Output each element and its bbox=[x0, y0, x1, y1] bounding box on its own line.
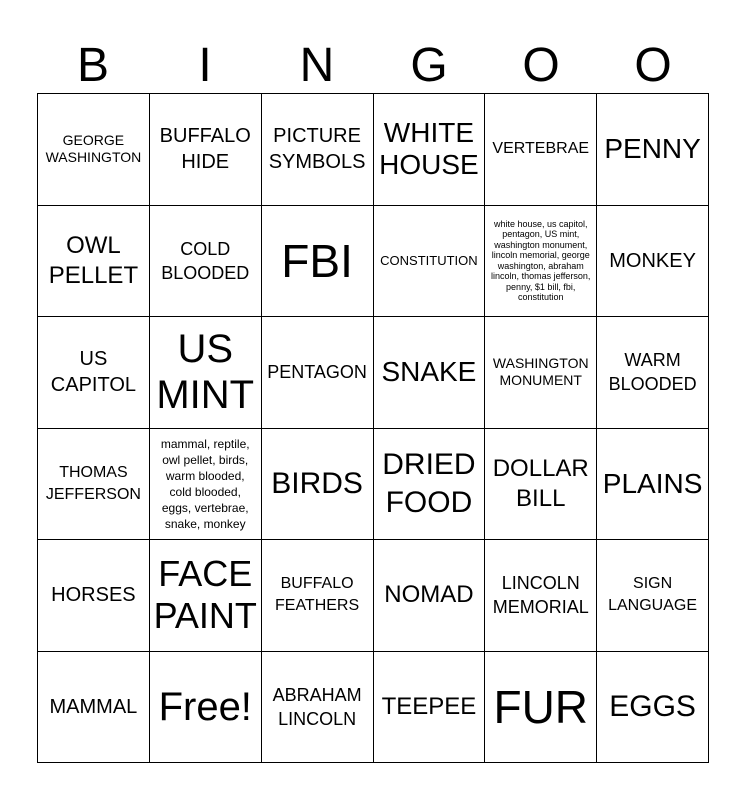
cell-text: FUR bbox=[493, 680, 589, 733]
bingo-cell[interactable] bbox=[262, 206, 374, 318]
bingo-cell[interactable] bbox=[262, 429, 374, 541]
cell-text: SIGN LANGUAGE bbox=[608, 575, 698, 615]
cell-text: white house, us capitol, pentagon, US mint, washington monument, lincoln memorial, george washington, abraham lincoln, thomas jefferson, penny, $1 bill, fbi, constitution bbox=[491, 218, 591, 303]
cell-text: Free! bbox=[158, 684, 252, 729]
header-letter: N bbox=[299, 39, 335, 92]
cell-text: ABRAHAM LINCOLN bbox=[272, 684, 362, 729]
header-letter: I bbox=[198, 39, 212, 92]
bingo-cell[interactable] bbox=[597, 652, 709, 764]
cell-text: US MINT bbox=[156, 327, 255, 418]
cell-text: NOMAD bbox=[384, 581, 474, 609]
cell-text: DOLLAR BILL bbox=[492, 454, 589, 512]
header-letter: O bbox=[634, 39, 672, 92]
bingo-cell[interactable] bbox=[374, 94, 486, 206]
bingo-cell[interactable] bbox=[38, 317, 150, 429]
bingo-cell[interactable] bbox=[262, 652, 374, 764]
bingo-card bbox=[37, 93, 709, 763]
bingo-cell[interactable] bbox=[150, 317, 262, 429]
bingo-cell[interactable] bbox=[262, 540, 374, 652]
bingo-cell[interactable] bbox=[150, 94, 262, 206]
cell-text: DRIED FOOD bbox=[382, 447, 476, 519]
bingo-cell[interactable] bbox=[38, 206, 150, 318]
bingo-cell[interactable] bbox=[374, 429, 486, 541]
bingo-cell[interactable] bbox=[262, 94, 374, 206]
bingo-cell-free[interactable] bbox=[150, 652, 262, 764]
cell-text: WARM BLOODED bbox=[608, 350, 697, 395]
cell-text: SNAKE bbox=[381, 356, 477, 388]
cell-text: MAMMAL bbox=[49, 695, 138, 718]
cell-text: PICTURE SYMBOLS bbox=[268, 125, 366, 174]
cell-text: LINCOLN MEMORIAL bbox=[492, 573, 589, 618]
bingo-cell[interactable] bbox=[485, 652, 597, 764]
bingo-cell[interactable] bbox=[485, 206, 597, 318]
bingo-cell[interactable] bbox=[38, 652, 150, 764]
bingo-cell[interactable] bbox=[374, 652, 486, 764]
bingo-cell[interactable] bbox=[485, 317, 597, 429]
bingo-cell[interactable] bbox=[374, 206, 486, 318]
header-letter: B bbox=[76, 39, 109, 92]
cell-text: PLAINS bbox=[602, 467, 703, 499]
cell-text: FACE PAINT bbox=[153, 553, 257, 637]
cell-text: GEORGE WASHINGTON bbox=[45, 132, 142, 166]
cell-text: US CAPITOL bbox=[50, 348, 137, 397]
bingo-cell[interactable] bbox=[597, 206, 709, 318]
cell-text: CONSTITUTION bbox=[380, 252, 478, 268]
header-letter: G bbox=[410, 39, 448, 92]
bingo-cell[interactable] bbox=[485, 94, 597, 206]
cell-text: HORSES bbox=[51, 584, 136, 607]
bingo-cell[interactable] bbox=[597, 429, 709, 541]
cell-text: TEEPEE bbox=[381, 692, 477, 720]
bingo-cell[interactable] bbox=[597, 540, 709, 652]
cell-text: FBI bbox=[281, 234, 353, 287]
header-letter: O bbox=[522, 39, 560, 92]
cell-text: BIRDS bbox=[271, 466, 363, 500]
bingo-cell[interactable] bbox=[597, 317, 709, 429]
bingo-cell[interactable] bbox=[150, 540, 262, 652]
cell-text: THOMAS JEFFERSON bbox=[45, 463, 141, 503]
bingo-cell[interactable] bbox=[597, 94, 709, 206]
bingo-cell[interactable] bbox=[38, 540, 150, 652]
bingo-cell[interactable] bbox=[150, 206, 262, 318]
bingo-cell[interactable] bbox=[150, 429, 262, 541]
cell-text: EGGS bbox=[609, 689, 696, 723]
cell-text: mammal, reptile, owl pellet, birds, warm blooded, cold blooded, eggs, vertebrae, snake, monkey bbox=[160, 436, 250, 531]
bingo-cell[interactable] bbox=[485, 540, 597, 652]
cell-text: PENNY bbox=[604, 133, 701, 165]
cell-text: PENTAGON bbox=[267, 362, 367, 383]
cell-text: BUFFALO HIDE bbox=[159, 125, 251, 174]
bingo-header bbox=[37, 38, 709, 94]
cell-text: WASHINGTON MONUMENT bbox=[492, 355, 589, 389]
cell-text: VERTEBRAE bbox=[492, 140, 590, 158]
cell-text: OWL PELLET bbox=[48, 231, 139, 289]
cell-text: BUFFALO FEATHERS bbox=[275, 575, 360, 615]
bingo-cell[interactable] bbox=[38, 429, 150, 541]
bingo-cell[interactable] bbox=[485, 429, 597, 541]
bingo-cell[interactable] bbox=[374, 540, 486, 652]
bingo-cell[interactable] bbox=[262, 317, 374, 429]
cell-text: MONKEY bbox=[609, 249, 696, 272]
cell-text: COLD BLOODED bbox=[161, 238, 250, 283]
cell-text: WHITE HOUSE bbox=[379, 117, 479, 181]
bingo-cell[interactable] bbox=[374, 317, 486, 429]
bingo-cell[interactable] bbox=[38, 94, 150, 206]
